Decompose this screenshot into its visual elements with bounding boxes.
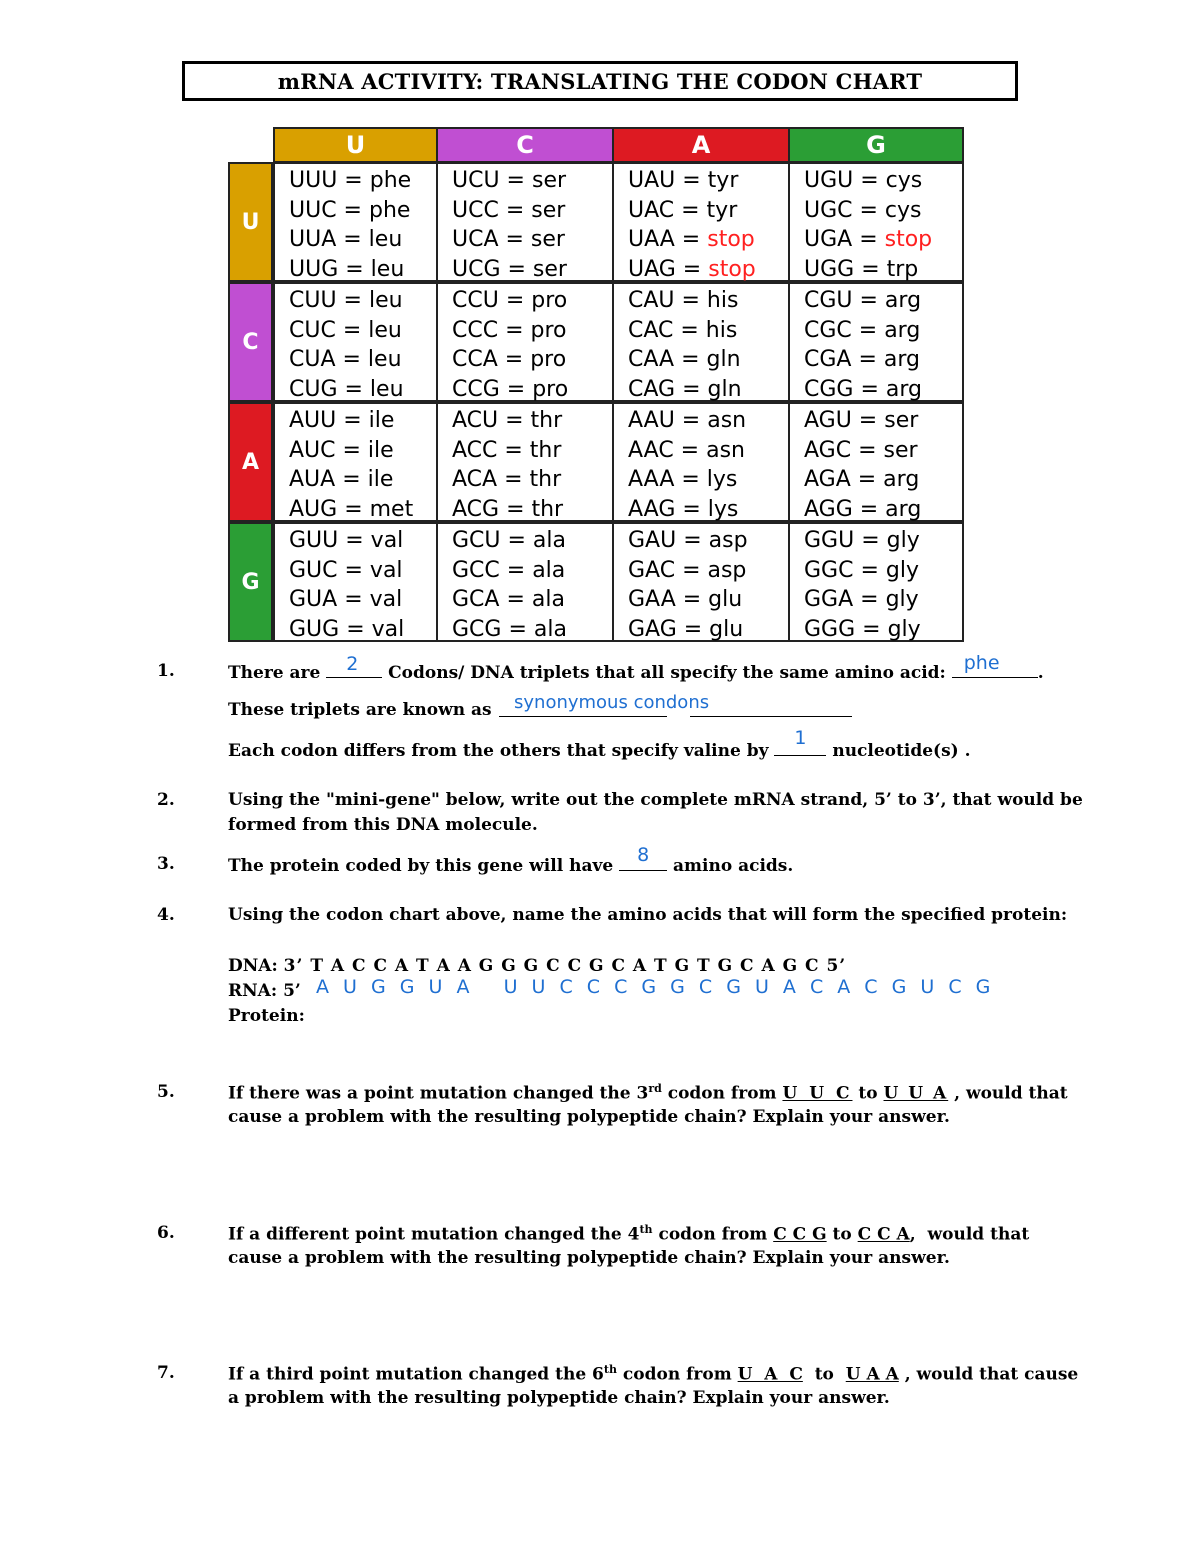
q6-line2: cause a problem with the resulting polypeptide chain? Explain your answer. bbox=[228, 1248, 950, 1268]
codon-entry: ACU = thr bbox=[452, 408, 563, 433]
codon-entry: AUG = met bbox=[289, 496, 414, 522]
q1-line1: There are 2 Codons/ DNA triplets that all specify the same amino acid: phe . bbox=[228, 652, 1044, 683]
codon-entry: GAC = asp bbox=[628, 557, 747, 583]
q1-known-blank-2[interactable] bbox=[690, 716, 852, 717]
codon-entry: UGA = stop bbox=[804, 227, 933, 252]
codon-cell bbox=[436, 282, 614, 402]
codon-entry: GCC = ala bbox=[452, 557, 566, 583]
codon-entry: UCA = ser bbox=[452, 227, 565, 252]
column-header-c: C bbox=[436, 127, 614, 163]
codon-entry: CGG = arg bbox=[804, 376, 922, 402]
stop-label: stop bbox=[707, 227, 755, 252]
q4-protein-label: Protein: bbox=[228, 1006, 305, 1026]
q7-from-codon: U A C bbox=[737, 1364, 803, 1385]
codon-entry: CAC = his bbox=[628, 317, 738, 343]
codon-cell bbox=[788, 522, 964, 642]
codon-entry: UUU = phe bbox=[289, 168, 412, 193]
codon-entry: GGC = gly bbox=[804, 557, 919, 583]
codon-entry: GCU = ala bbox=[452, 528, 567, 553]
q5-from-codon: U U C bbox=[782, 1083, 853, 1104]
codon-entry: ACC = thr bbox=[452, 437, 562, 463]
codon-entry: UAC = tyr bbox=[628, 197, 738, 223]
q7-to-codon: U A A bbox=[845, 1364, 899, 1385]
row-header-a: A bbox=[228, 402, 273, 522]
q7-line2: a problem with the resulting polypeptide chain? Explain your answer. bbox=[228, 1388, 890, 1408]
codon-entry: UAU = tyr bbox=[628, 168, 739, 193]
q6-line1: If a different point mutation changed the 4th codon from C C G to C C A, would that bbox=[228, 1223, 1030, 1245]
q1-amino-answer: phe bbox=[963, 652, 1000, 674]
codon-entry: UCU = ser bbox=[452, 168, 567, 193]
q1-amino-blank[interactable] bbox=[952, 652, 1038, 678]
codon-entry: CCU = pro bbox=[452, 288, 568, 313]
q1-known-blank-1[interactable] bbox=[499, 716, 667, 717]
codon-entry: CAG = gln bbox=[628, 376, 742, 402]
codon-entry: GAA = glu bbox=[628, 587, 743, 612]
q2-line2: formed from this DNA molecule. bbox=[228, 815, 538, 835]
codon-cell bbox=[612, 522, 790, 642]
codon-entry: AAU = asn bbox=[628, 408, 747, 433]
codon-entry: CAU = his bbox=[628, 288, 739, 313]
codon-entry: UUC = phe bbox=[289, 197, 411, 223]
q4-rna-answer: A U G G U A U U C C C G G C G U A C A C G U C G bbox=[316, 976, 995, 998]
codon-entry: AGA = arg bbox=[804, 467, 920, 492]
q1-line3: Each codon differs from the others that specify valine by 1 nucleotide(s) . bbox=[228, 727, 971, 761]
q4-rna-line: RNA: 5’ bbox=[228, 981, 301, 1001]
codon-cell bbox=[273, 282, 438, 402]
column-header-a: A bbox=[612, 127, 790, 163]
q3-answer: 8 bbox=[637, 844, 650, 866]
codon-cell bbox=[273, 162, 438, 282]
codon-entry: GAU = asp bbox=[628, 528, 748, 553]
codon-entry: GUC = val bbox=[289, 557, 403, 583]
codon-chart bbox=[228, 127, 964, 643]
row-header-g: G bbox=[228, 522, 273, 642]
codon-cell bbox=[436, 162, 614, 282]
codon-entry: AAA = lys bbox=[628, 467, 738, 492]
codon-entry: CUA = leu bbox=[289, 347, 402, 372]
codon-entry: CGC = arg bbox=[804, 317, 921, 343]
stop-label: stop bbox=[708, 256, 756, 282]
q5-to-codon: U U A bbox=[883, 1083, 949, 1104]
codon-entry: AAG = lys bbox=[628, 496, 739, 522]
codon-entry: AUU = ile bbox=[289, 408, 395, 433]
codon-entry: CUG = leu bbox=[289, 376, 404, 402]
codon-cell bbox=[436, 402, 614, 522]
codon-entry: UUG = leu bbox=[289, 256, 405, 282]
codon-entry: UGG = trp bbox=[804, 256, 919, 282]
codon-entry: GUG = val bbox=[289, 616, 405, 642]
q6-from-codon: C C G bbox=[773, 1224, 827, 1245]
codon-entry: CGA = arg bbox=[804, 347, 920, 372]
q1-number: 1. bbox=[157, 661, 175, 681]
q7-number: 7. bbox=[157, 1363, 175, 1383]
worksheet-title: mRNA ACTIVITY: TRANSLATING THE CODON CHART bbox=[277, 68, 923, 94]
q5-number: 5. bbox=[157, 1082, 175, 1102]
codon-entry: AGU = ser bbox=[804, 408, 919, 433]
codon-entry: AGC = ser bbox=[804, 437, 918, 463]
q1-diff-blank[interactable] bbox=[774, 727, 826, 756]
codon-entry: ACG = thr bbox=[452, 496, 564, 522]
q6-number: 6. bbox=[157, 1223, 175, 1243]
codon-cell bbox=[612, 402, 790, 522]
codon-entry: GUU = val bbox=[289, 528, 404, 553]
row-header-c: C bbox=[228, 282, 273, 402]
q4-line1: Using the codon chart above, name the amino acids that will form the specified protein: bbox=[228, 905, 1068, 925]
q1-count-answer: 2 bbox=[346, 653, 359, 675]
row-header-u: U bbox=[228, 162, 273, 282]
column-header-g: G bbox=[788, 127, 964, 163]
codon-cell bbox=[436, 522, 614, 642]
codon-entry: CCC = pro bbox=[452, 317, 567, 343]
codon-entry: AUC = ile bbox=[289, 437, 394, 463]
codon-entry: AGG = arg bbox=[804, 496, 922, 522]
codon-entry: GGG = gly bbox=[804, 616, 921, 642]
codon-entry: UCC = ser bbox=[452, 197, 566, 223]
q6-to-codon: C C A bbox=[857, 1224, 910, 1245]
stop-label: stop bbox=[884, 227, 933, 252]
q1-line2: These triplets are known as bbox=[228, 700, 492, 720]
codon-entry: GGA = gly bbox=[804, 587, 919, 612]
codon-entry: UAG = stop bbox=[628, 256, 756, 282]
q4-dna-line: DNA: 3’ T A C C A T A A G G G C C G C A T G T G C A G C 5’ bbox=[228, 956, 847, 976]
codon-cell bbox=[273, 402, 438, 522]
codon-entry: CGU = arg bbox=[804, 288, 922, 313]
q4-number: 4. bbox=[157, 905, 175, 925]
q1-count-blank[interactable] bbox=[326, 653, 382, 678]
q5-line2: cause a problem with the resulting polypeptide chain? Explain your answer. bbox=[228, 1107, 950, 1127]
codon-entry: AAC = asn bbox=[628, 437, 745, 463]
codon-entry: CCG = pro bbox=[452, 376, 569, 402]
codon-entry: GCA = ala bbox=[452, 587, 565, 612]
q5-line1: If there was a point mutation changed the 3rd codon from U U C to U U A , would that bbox=[228, 1082, 1068, 1104]
column-header-u: U bbox=[273, 127, 438, 163]
codon-entry: UGU = cys bbox=[804, 168, 923, 193]
codon-cell bbox=[788, 282, 964, 402]
codon-entry: ACA = thr bbox=[452, 467, 562, 492]
q3-number: 3. bbox=[157, 854, 175, 874]
q1-known-answer: synonymous condons bbox=[514, 692, 710, 713]
codon-entry: GGU = gly bbox=[804, 528, 920, 553]
codon-cell bbox=[273, 522, 438, 642]
codon-entry: CCA = pro bbox=[452, 347, 567, 372]
codon-cell bbox=[612, 162, 790, 282]
codon-entry: GUA = val bbox=[289, 587, 403, 612]
q7-line1: If a third point mutation changed the 6th codon from U A C to U A A , would that cause bbox=[228, 1363, 1079, 1385]
q2-line1: Using the "mini-gene" below, write out the complete mRNA strand, 5’ to 3’, that would be bbox=[228, 790, 1083, 810]
codon-cell bbox=[788, 402, 964, 522]
codon-entry: CUC = leu bbox=[289, 317, 402, 343]
codon-entry: UGC = cys bbox=[804, 197, 922, 223]
worksheet-title-box bbox=[182, 61, 1018, 101]
codon-entry: UAA = stop bbox=[628, 227, 755, 252]
codon-entry: AUA = ile bbox=[289, 467, 394, 492]
codon-entry: UCG = ser bbox=[452, 256, 567, 282]
codon-entry: UUA = leu bbox=[289, 227, 403, 252]
q1-diff-answer: 1 bbox=[794, 727, 807, 749]
codon-entry: CAA = gln bbox=[628, 347, 741, 372]
q2-number: 2. bbox=[157, 790, 175, 810]
q3-line: The protein coded by this gene will have 8 amino acids. bbox=[228, 844, 794, 876]
codon-entry: GCG = ala bbox=[452, 616, 567, 642]
q3-blank[interactable] bbox=[619, 844, 667, 871]
codon-cell bbox=[788, 162, 964, 282]
codon-cell bbox=[612, 282, 790, 402]
codon-entry: GAG = glu bbox=[628, 616, 744, 642]
codon-entry: CUU = leu bbox=[289, 288, 403, 313]
